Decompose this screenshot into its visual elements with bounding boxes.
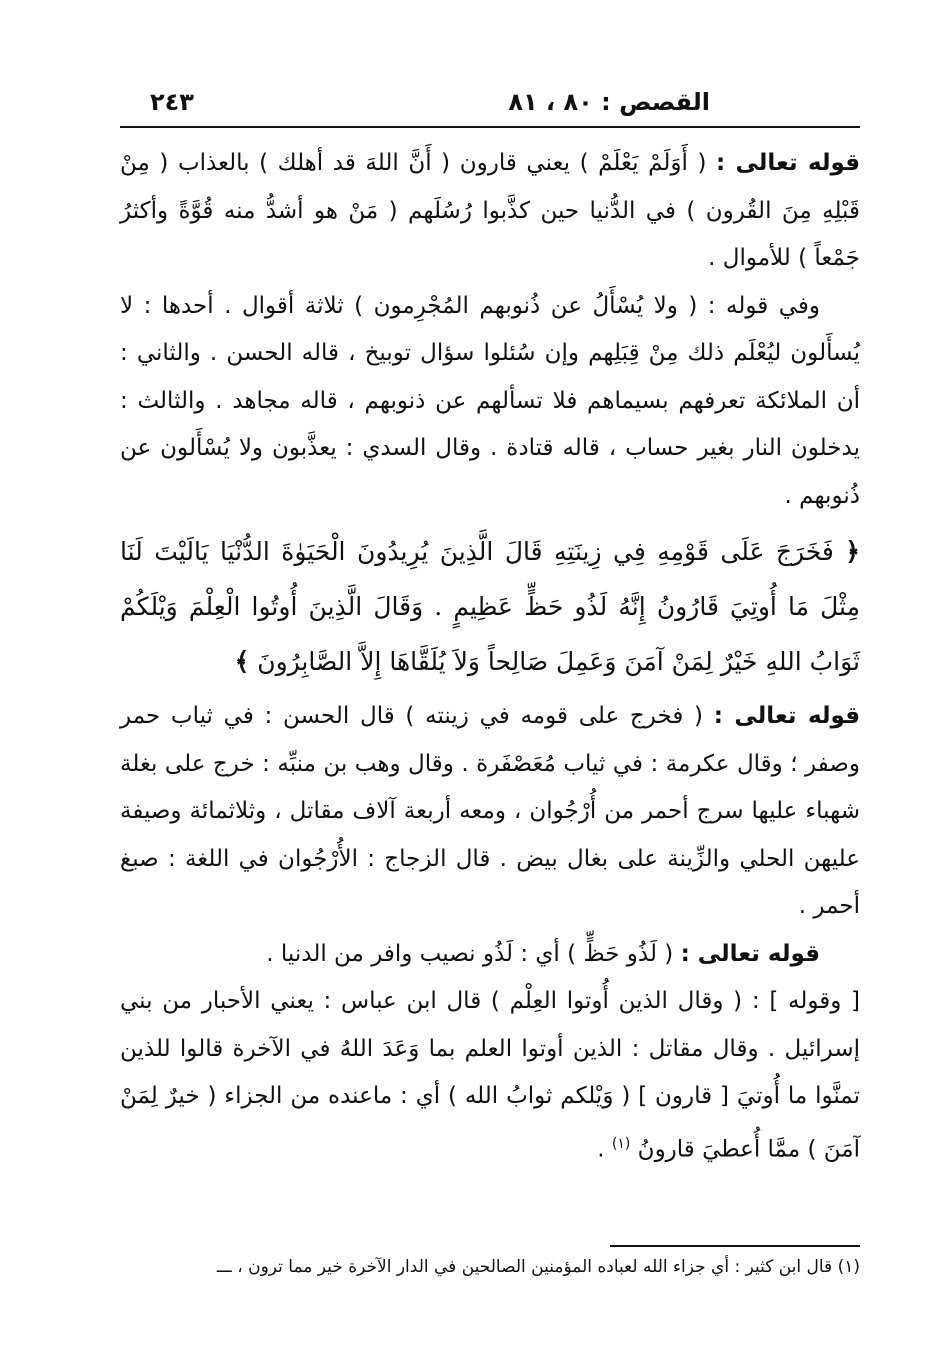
paragraph-2-text: وفي قوله : ( ولا يُسْأَلُ عن ذُنوبهم المُجْرِمون ) ثلاثة أقوال . أحدها : لا يُسأَلون ليُعْلَم ذلك مِنْ قِبَلِهم وإن سُئلوا سؤال توبيخ ، قاله الحسن . والثاني : أن الملائكة تعرفهم بسيماهم فلا تسألهم عن ذنوبهم ، قاله مجاهد . والثالث : يدخلون النار بغير حساب ، قاله قتادة . وقال السدي : يعذَّبون ولا يُسْأَلون عن ذُنوبهم . <box>120 292 860 509</box>
paragraph-4 <box>120 931 860 979</box>
paragraph-3-text: ( فخرج على قومه في زينته ) قال الحسن : في ثياب حمر وصفر ؛ وقال عكرمة : في ثياب مُعَصْفَرة . وقال وهب بن منبِّه : خرج على بغلة شهباء عليها سرج أحمر من أُرْجُوان ، ومعه أربعة آلاف مقاتل ، وثلاثمائة وصيفة عليهن الحلي والزِّينة على بغال بيض . قال الزجاج : الأُرْجُوان في اللغة : صبغ أحمر . <box>120 703 860 919</box>
paragraph-4-text: ( لَذُو حَظٍّ ) أي : لَذُو نصيب وافر من الدنيا . <box>266 940 674 967</box>
page-number: ٢٤٣ <box>150 88 194 116</box>
quran-bracket-close: ﴾ <box>234 647 250 676</box>
paragraph-1-lead: قوله تعالى : <box>716 150 861 176</box>
paragraph-1 <box>120 140 860 283</box>
footnote-rule <box>610 1245 860 1247</box>
footnote-reference: (١) <box>611 1135 631 1152</box>
footnote: (١) قال ابن كثير : أي جزاء الله لعباده المؤمنين الصالحين في الدار الآخرة خير مما ترون ، ـــ <box>216 1257 860 1277</box>
running-title: القصص : ٨٠ ، ٨١ <box>508 88 710 116</box>
quran-verse <box>120 524 860 689</box>
quran-verse-text: فَخَرَجَ عَلَى قَوْمِهِ فِي زِينَتِهِ قَالَ الَّذِينَ يُرِيدُونَ الْحَيَوٰةَ الدُّنْيَا يَالَيْتَ لَنَا مِثْلَ مَا أُوتِيَ قَارُونُ إِنَّهُ لَذُو حَظٍّ عَظِيمٍ . وَقَالَ الَّذِينَ أُوتُوا الْعِلْمَ وَيْلَكُمْ ثَوَابُ اللهِ خَيْرٌ لِمَنْ آمَنَ وَعَمِلَ صَالِحاً وَلاَ يُلَقَّاهَا إِلاَّ الصَّابِرُونَ <box>120 537 860 676</box>
paragraph-3 <box>120 693 860 931</box>
quran-bracket-open: ﴿ <box>845 537 861 566</box>
paragraph-4-lead: قوله تعالى : <box>680 940 820 967</box>
paragraph-5-lead: [ وقوله ] : <box>751 988 861 1014</box>
paragraph-1-text: ( أَوَلَمْ يَعْلَمْ ) يعني قارون ( أَنَّ اللهَ قد أهلك ) بالعذاب ( مِنْ قَبْلِهِ مِنَ القُرون ) في الدُّنيا حين كذَّبوا رُسُلَهم ( مَنْ هو أشدُّ منه قُوَّةً وأكثرُ جَمْعاً ) للأموال . <box>120 150 860 271</box>
paragraph-5-end: . <box>597 1136 605 1163</box>
paragraph-5-text: ( وقال الذين أُوتوا العِلْم ) قال ابن عباس : يعني الأحبار من بني إسرائيل . وقال مقاتل : الذين أوتوا العلم بما وَعَدَ اللهُ في الآخرة قالوا للذين تمنَّوا ما أُوتيَ [ قارون ] ( وَيْلكم ثوابُ الله ) أي : ماعنده من الجزاء ( خيرٌ لِمَنْ آمَنَ ) ممَّا أُعطيَ قارونُ <box>120 988 860 1163</box>
main-text <box>120 140 860 1174</box>
header-rule <box>120 126 860 128</box>
paragraph-2 <box>120 283 860 521</box>
page-header <box>120 80 860 120</box>
paragraph-3-lead: قوله تعالى : <box>713 703 861 729</box>
paragraph-5 <box>120 978 860 1174</box>
